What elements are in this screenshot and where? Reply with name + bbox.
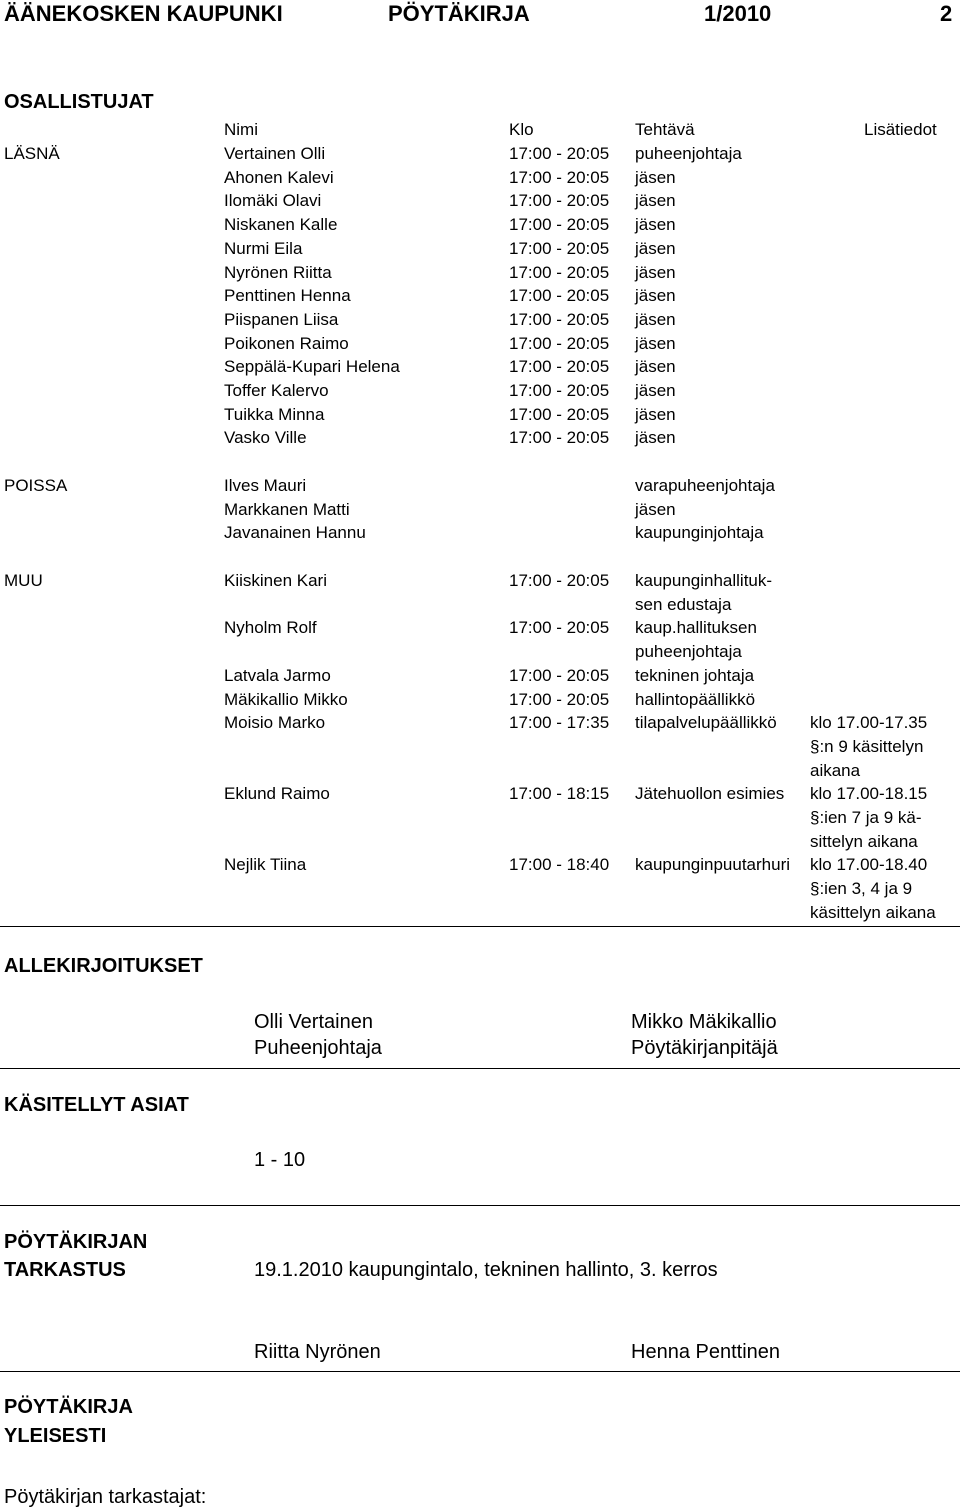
other-notes-line: klo 17.00-17.35 <box>810 713 928 733</box>
other-time: 17:00 - 20:05 <box>509 689 610 709</box>
participant-time: 17:00 - 20:05 <box>509 309 610 329</box>
chair-name: Olli Vertainen <box>254 1011 373 1033</box>
signatures-title: ALLEKIRJOITUKSET <box>4 955 203 977</box>
participant-role: jäsen <box>635 309 676 329</box>
public-title-line2: YLEISESTI <box>4 1425 107 1447</box>
participant-name: Ilomäki Olavi <box>224 191 322 211</box>
other-name: Nyholm Rolf <box>224 618 317 638</box>
participant-time: 17:00 - 20:05 <box>509 381 610 400</box>
col-name-header: Nimi <box>224 120 258 139</box>
other-notes <box>810 853 936 924</box>
other-role-line: tekninen johtaja <box>635 665 755 685</box>
participant-time: 17:00 - 20:05 <box>509 404 610 424</box>
other-role-line: hallintopäällikkö <box>635 689 756 709</box>
page-number: 2 <box>940 1 953 26</box>
other-notes-line: §:ien 7 ja 9 kä- <box>810 808 922 827</box>
other-notes-line: §:n 9 käsittelyn <box>810 736 924 756</box>
other-time: 17:00 - 17:35 <box>509 713 610 733</box>
other-notes-line: klo 17.00-18.15 <box>810 784 928 804</box>
other-role <box>635 853 790 877</box>
participant-role: jäsen <box>635 381 676 400</box>
absent-role: jäsen <box>635 499 676 519</box>
absent-role: varapuheenjohtaja <box>635 476 775 495</box>
other-time: 17:00 - 18:15 <box>509 784 610 804</box>
absent-name: Markkanen Matti <box>224 499 350 519</box>
section-divider <box>0 1068 960 1069</box>
other-name: Eklund Raimo <box>224 784 330 804</box>
participant-role: jäsen <box>635 167 676 187</box>
participant-time: 17:00 - 20:05 <box>509 238 610 258</box>
absent-role: kaupunginjohtaja <box>635 523 764 543</box>
participant-role: jäsen <box>635 357 676 377</box>
col-time-header: Klo <box>509 120 534 139</box>
doc-type: PÖYTÄKIRJA <box>388 1 530 26</box>
other-role-line: tilapalvelupäällikkö <box>635 713 777 733</box>
other-role <box>635 664 754 688</box>
participant-name: Nurmi Eila <box>224 238 303 258</box>
other-role <box>635 711 777 735</box>
participant-time: 17:00 - 20:05 <box>509 215 610 235</box>
other-time: 17:00 - 20:05 <box>509 571 610 590</box>
items-title: KÄSITELLYT ASIAT <box>4 1094 189 1116</box>
participant-name: Seppälä-Kupari Helena <box>224 357 400 377</box>
section-divider <box>0 926 960 927</box>
other-notes <box>810 782 927 853</box>
participant-role: jäsen <box>635 404 676 424</box>
other-name: Mäkikallio Mikko <box>224 689 348 709</box>
participant-time: 17:00 - 20:05 <box>509 428 610 448</box>
items-range: 1 - 10 <box>254 1149 306 1171</box>
participant-role: puheenjohtaja <box>635 144 742 163</box>
other-time: 17:00 - 20:05 <box>509 618 610 638</box>
doc-number: 1/2010 <box>704 1 772 26</box>
participant-role: jäsen <box>635 238 676 258</box>
chair-role: Puheenjohtaja <box>254 1037 382 1059</box>
other-notes-line: §:ien 3, 4 ja 9 <box>810 879 913 899</box>
participant-name: Tuikka Minna <box>224 404 325 424</box>
participant-role: jäsen <box>635 286 676 306</box>
other-role-line: kaupunginpuutarhuri <box>635 855 791 875</box>
participant-name: Vasko Ville <box>224 428 307 448</box>
participant-time: 17:00 - 20:05 <box>509 286 610 306</box>
secretary-role: Pöytäkirjanpitäjä <box>631 1037 778 1059</box>
other-role-line: kaupunginhallituk- <box>635 571 773 590</box>
participant-name: Niskanen Kalle <box>224 215 338 235</box>
other-name: Nejlik Tiina <box>224 855 307 875</box>
other-role <box>635 569 772 616</box>
other-name: Moisio Marko <box>224 713 326 733</box>
public-title-line1: PÖYTÄKIRJA <box>4 1396 133 1418</box>
participant-name: Vertainen Olli <box>224 144 326 163</box>
participant-role: jäsen <box>635 333 676 353</box>
participant-role: jäsen <box>635 428 676 448</box>
col-notes-header: Lisätiedot <box>864 120 937 139</box>
participant-role: jäsen <box>635 215 676 235</box>
other-notes-line: aikana <box>810 760 861 780</box>
absent-name: Ilves Mauri <box>224 476 307 495</box>
review-details: 19.1.2010 kaupungintalo, tekninen hallinto, 3. kerros <box>254 1259 718 1281</box>
section-divider <box>0 1205 960 1206</box>
participant-name: Nyrönen Riitta <box>224 262 332 282</box>
secretary-name: Mikko Mäkikallio <box>631 1011 777 1033</box>
reviewers-label: Pöytäkirjan tarkastajat: <box>4 1486 207 1508</box>
participant-role: jäsen <box>635 191 676 211</box>
other-notes-line: klo 17.00-18.40 <box>810 855 928 875</box>
reviewer-2: Henna Penttinen <box>631 1341 781 1363</box>
absent-name: Javanainen Hannu <box>224 523 366 543</box>
other-role <box>635 616 757 663</box>
other-role-line: Jätehuollon esimies <box>635 784 785 804</box>
participant-time: 17:00 - 20:05 <box>509 357 610 377</box>
other-role <box>635 782 784 806</box>
participant-role: jäsen <box>635 262 676 282</box>
other-label: MUU <box>4 571 43 590</box>
other-role-line: puheenjohtaja <box>635 642 742 662</box>
review-title-line2: TARKASTUS <box>4 1259 126 1281</box>
participant-time: 17:00 - 20:05 <box>509 333 610 353</box>
other-role <box>635 688 755 712</box>
col-role-header: Tehtävä <box>635 120 695 139</box>
participant-time: 17:00 - 20:05 <box>509 167 610 187</box>
other-notes-line: sittelyn aikana <box>810 831 918 851</box>
participants-title: OSALLISTUJAT <box>4 91 154 113</box>
absent-label: POISSA <box>4 476 68 495</box>
other-role-line: kaup.hallituksen <box>635 618 757 638</box>
other-name: Kiiskinen Kari <box>224 571 327 590</box>
participant-name: Ahonen Kalevi <box>224 167 334 187</box>
participant-name: Poikonen Raimo <box>224 333 349 353</box>
other-time: 17:00 - 20:05 <box>509 665 610 685</box>
review-title-line1: PÖYTÄKIRJAN <box>4 1231 148 1253</box>
participant-name: Toffer Kalervo <box>224 381 329 400</box>
present-label: LÄSNÄ <box>4 144 60 163</box>
participant-name: Piispanen Liisa <box>224 309 339 329</box>
reviewer-1: Riitta Nyrönen <box>254 1341 381 1363</box>
other-notes-line: käsittelyn aikana <box>810 902 936 922</box>
section-divider <box>0 1371 960 1372</box>
participant-time: 17:00 - 20:05 <box>509 262 610 282</box>
participant-name: Penttinen Henna <box>224 286 351 306</box>
other-time: 17:00 - 18:40 <box>509 855 610 875</box>
participant-time: 17:00 - 20:05 <box>509 191 610 211</box>
other-role-line: sen edustaja <box>635 594 732 614</box>
participant-time: 17:00 - 20:05 <box>509 144 610 163</box>
other-name: Latvala Jarmo <box>224 665 331 685</box>
org-name: ÄÄNEKOSKEN KAUPUNKI <box>4 1 283 26</box>
other-notes <box>810 711 927 782</box>
